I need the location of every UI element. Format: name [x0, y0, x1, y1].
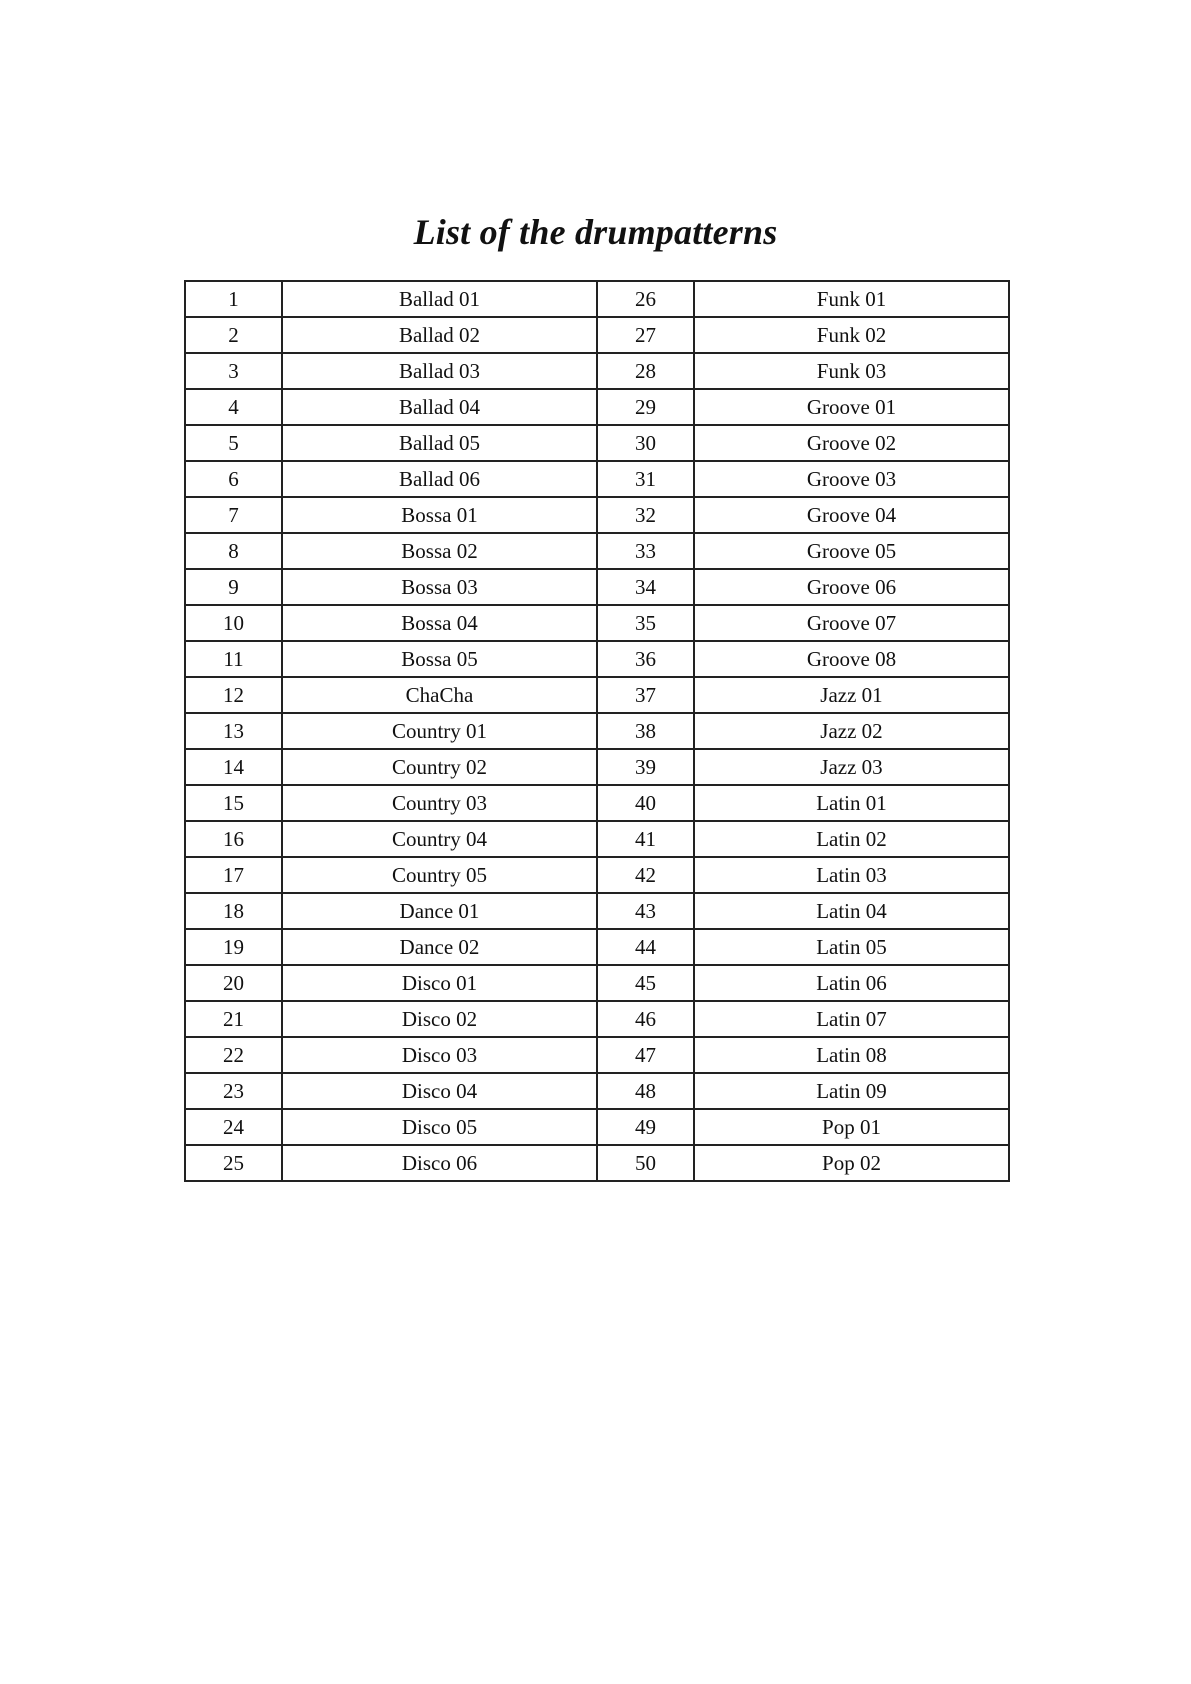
pattern-number: 44 [597, 929, 694, 965]
pattern-name: Latin 09 [694, 1073, 1009, 1109]
pattern-name: Groove 08 [694, 641, 1009, 677]
pattern-name: Groove 05 [694, 533, 1009, 569]
pattern-name: Latin 07 [694, 1001, 1009, 1037]
pattern-number: 2 [185, 317, 282, 353]
pattern-number: 23 [185, 1073, 282, 1109]
pattern-name: Latin 08 [694, 1037, 1009, 1073]
table-row [185, 1037, 1009, 1073]
pattern-name: Country 02 [282, 749, 597, 785]
pattern-number: 14 [185, 749, 282, 785]
pattern-number: 43 [597, 893, 694, 929]
pattern-name: Dance 02 [282, 929, 597, 965]
table-row [185, 785, 1009, 821]
pattern-number: 32 [597, 497, 694, 533]
table-row [185, 929, 1009, 965]
pattern-number: 42 [597, 857, 694, 893]
pattern-number: 33 [597, 533, 694, 569]
pattern-name: Latin 01 [694, 785, 1009, 821]
table-row [185, 317, 1009, 353]
pattern-name: Pop 02 [694, 1145, 1009, 1181]
table-row [185, 533, 1009, 569]
table-row [185, 389, 1009, 425]
pattern-number: 25 [185, 1145, 282, 1181]
pattern-name: Disco 03 [282, 1037, 597, 1073]
pattern-number: 17 [185, 857, 282, 893]
pattern-name: Funk 03 [694, 353, 1009, 389]
pattern-name: Groove 01 [694, 389, 1009, 425]
table-row [185, 965, 1009, 1001]
table-row [185, 713, 1009, 749]
table-row [185, 353, 1009, 389]
page-title: List of the drumpatterns [413, 212, 778, 252]
pattern-number: 41 [597, 821, 694, 857]
pattern-number: 10 [185, 605, 282, 641]
pattern-name: Ballad 03 [282, 353, 597, 389]
pattern-number: 28 [597, 353, 694, 389]
pattern-number: 35 [597, 605, 694, 641]
pattern-name: Country 04 [282, 821, 597, 857]
pattern-number: 40 [597, 785, 694, 821]
table-row [185, 461, 1009, 497]
pattern-number: 20 [185, 965, 282, 1001]
pattern-name: Disco 02 [282, 1001, 597, 1037]
pattern-number: 7 [185, 497, 282, 533]
pattern-number: 29 [597, 389, 694, 425]
pattern-number: 39 [597, 749, 694, 785]
table-row [185, 677, 1009, 713]
pattern-number: 47 [597, 1037, 694, 1073]
pattern-number: 36 [597, 641, 694, 677]
pattern-name: Latin 02 [694, 821, 1009, 857]
pattern-name: Bossa 05 [282, 641, 597, 677]
pattern-name: Country 05 [282, 857, 597, 893]
table-body [185, 281, 1009, 1181]
pattern-name: Disco 06 [282, 1145, 597, 1181]
pattern-number: 50 [597, 1145, 694, 1181]
pattern-number: 12 [185, 677, 282, 713]
pattern-number: 31 [597, 461, 694, 497]
pattern-name: ChaCha [282, 677, 597, 713]
pattern-name: Bossa 02 [282, 533, 597, 569]
pattern-number: 19 [185, 929, 282, 965]
table-row [185, 1109, 1009, 1145]
pattern-name: Bossa 03 [282, 569, 597, 605]
table-row [185, 425, 1009, 461]
pattern-number: 9 [185, 569, 282, 605]
pattern-number: 18 [185, 893, 282, 929]
pattern-name: Disco 04 [282, 1073, 597, 1109]
pattern-number: 26 [597, 281, 694, 317]
pattern-name: Groove 02 [694, 425, 1009, 461]
pattern-name: Dance 01 [282, 893, 597, 929]
pattern-number: 37 [597, 677, 694, 713]
table-row [185, 569, 1009, 605]
pattern-name: Ballad 05 [282, 425, 597, 461]
pattern-number: 48 [597, 1073, 694, 1109]
pattern-number: 38 [597, 713, 694, 749]
pattern-name: Bossa 04 [282, 605, 597, 641]
pattern-number: 46 [597, 1001, 694, 1037]
table-row [185, 281, 1009, 317]
pattern-name: Ballad 02 [282, 317, 597, 353]
pattern-number: 11 [185, 641, 282, 677]
pattern-name: Funk 01 [694, 281, 1009, 317]
pattern-name: Ballad 04 [282, 389, 597, 425]
pattern-number: 1 [185, 281, 282, 317]
pattern-name: Disco 01 [282, 965, 597, 1001]
table-row [185, 893, 1009, 929]
pattern-number: 8 [185, 533, 282, 569]
table-row [185, 857, 1009, 893]
pattern-name: Groove 04 [694, 497, 1009, 533]
pattern-name: Country 03 [282, 785, 597, 821]
pattern-number: 4 [185, 389, 282, 425]
pattern-name: Latin 03 [694, 857, 1009, 893]
pattern-number: 27 [597, 317, 694, 353]
table-row [185, 821, 1009, 857]
table-row [185, 641, 1009, 677]
pattern-name: Groove 06 [694, 569, 1009, 605]
pattern-name: Country 01 [282, 713, 597, 749]
pattern-name: Groove 03 [694, 461, 1009, 497]
table-row [185, 1001, 1009, 1037]
pattern-number: 45 [597, 965, 694, 1001]
pattern-name: Jazz 02 [694, 713, 1009, 749]
pattern-name: Ballad 01 [282, 281, 597, 317]
pattern-number: 49 [597, 1109, 694, 1145]
pattern-name: Latin 06 [694, 965, 1009, 1001]
table-row [185, 605, 1009, 641]
pattern-number: 16 [185, 821, 282, 857]
table-row [185, 1145, 1009, 1181]
pattern-number: 5 [185, 425, 282, 461]
pattern-name: Disco 05 [282, 1109, 597, 1145]
pattern-number: 3 [185, 353, 282, 389]
pattern-name: Jazz 01 [694, 677, 1009, 713]
pattern-name: Bossa 01 [282, 497, 597, 533]
pattern-number: 22 [185, 1037, 282, 1073]
drum-pattern-table [184, 280, 1010, 1182]
pattern-name: Ballad 06 [282, 461, 597, 497]
pattern-number: 34 [597, 569, 694, 605]
table-row [185, 497, 1009, 533]
pattern-number: 15 [185, 785, 282, 821]
table-row [185, 749, 1009, 785]
pattern-name: Pop 01 [694, 1109, 1009, 1145]
pattern-name: Latin 05 [694, 929, 1009, 965]
pattern-number: 6 [185, 461, 282, 497]
pattern-name: Jazz 03 [694, 749, 1009, 785]
pattern-name: Groove 07 [694, 605, 1009, 641]
pattern-name: Latin 04 [694, 893, 1009, 929]
pattern-number: 21 [185, 1001, 282, 1037]
pattern-number: 24 [185, 1109, 282, 1145]
table-row [185, 1073, 1009, 1109]
pattern-number: 30 [597, 425, 694, 461]
pattern-name: Funk 02 [694, 317, 1009, 353]
pattern-number: 13 [185, 713, 282, 749]
